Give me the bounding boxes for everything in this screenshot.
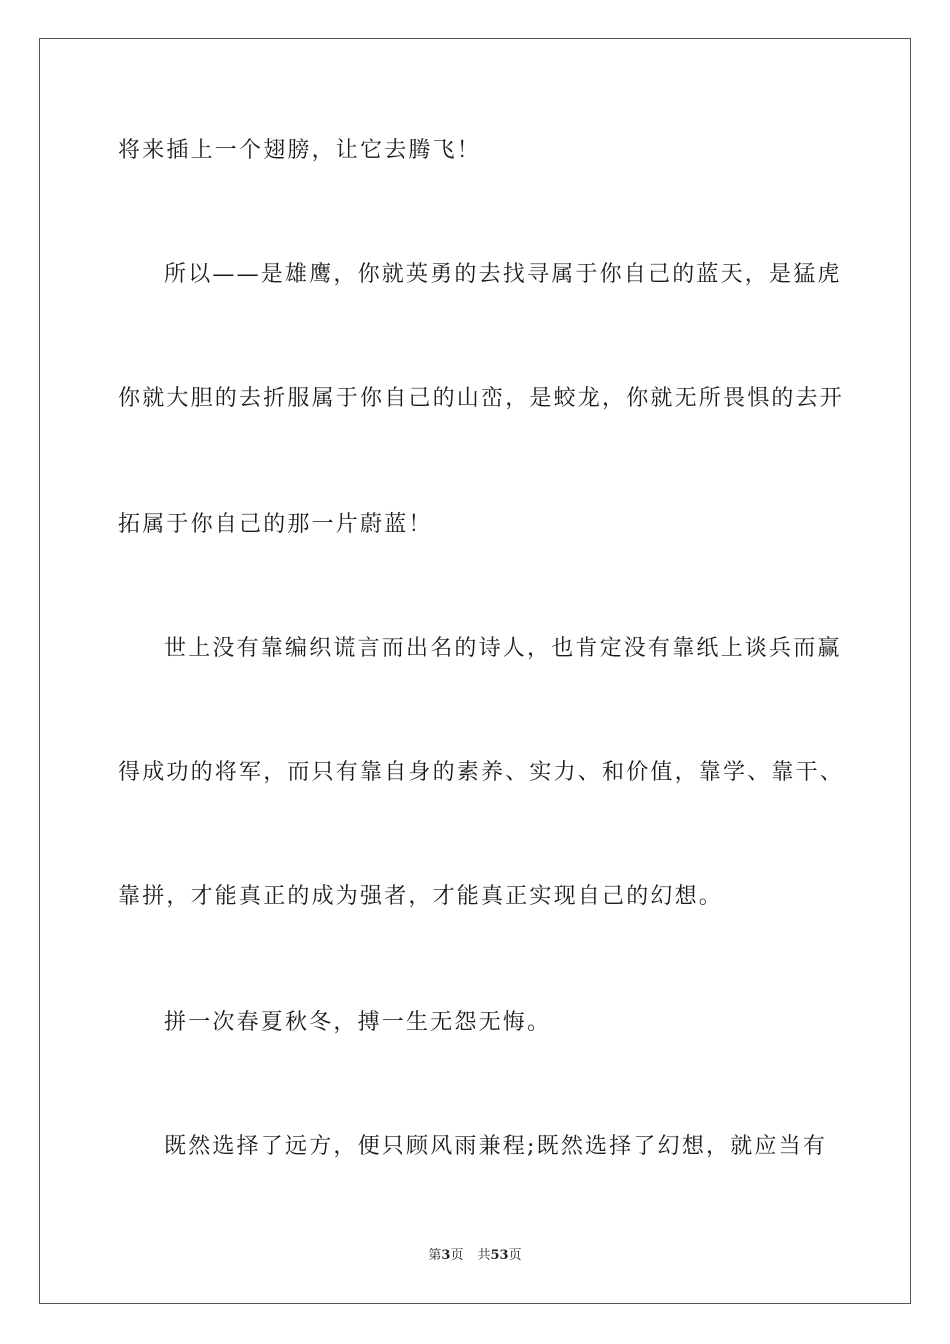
page-number: 3 — [441, 1248, 451, 1263]
paragraph-line: 靠拼，才能真正的成为强者，才能真正实现自己的幻想。 — [118, 884, 724, 909]
page-border — [39, 38, 911, 1304]
paragraph-line: 拓属于你自己的那一片蔚蓝！ — [118, 512, 433, 537]
paragraph-line: 既然选择了远方，便只顾风雨兼程;既然选择了幻想，就应当有 — [164, 1134, 828, 1159]
page-footer — [0, 1248, 950, 1264]
total-prefix: 共 — [477, 1248, 491, 1263]
paragraph-line: 拼一次春夏秋冬，搏一生无怨无悔。 — [164, 1010, 552, 1035]
paragraph-line: 将来插上一个翅膀，让它去腾飞！ — [118, 138, 482, 163]
page-prefix: 第 — [428, 1248, 442, 1263]
paragraph-line: 你就大胆的去折服属于你自己的山峦，是蛟龙，你就无所畏惧的去开 — [118, 386, 845, 411]
total-suffix: 页 — [508, 1248, 522, 1263]
paragraph-line: 得成功的将军，而只有靠自身的素养、实力、和价值，靠学、靠干、 — [118, 760, 845, 785]
total-pages: 53 — [490, 1248, 509, 1263]
paragraph-line: 世上没有靠编织谎言而出名的诗人，也肯定没有靠纸上谈兵而赢 — [164, 636, 842, 661]
paragraph-line: 所以——是雄鹰，你就英勇的去找寻属于你自己的蓝天，是猛虎 — [164, 262, 842, 287]
page-suffix: 页 — [450, 1248, 464, 1263]
